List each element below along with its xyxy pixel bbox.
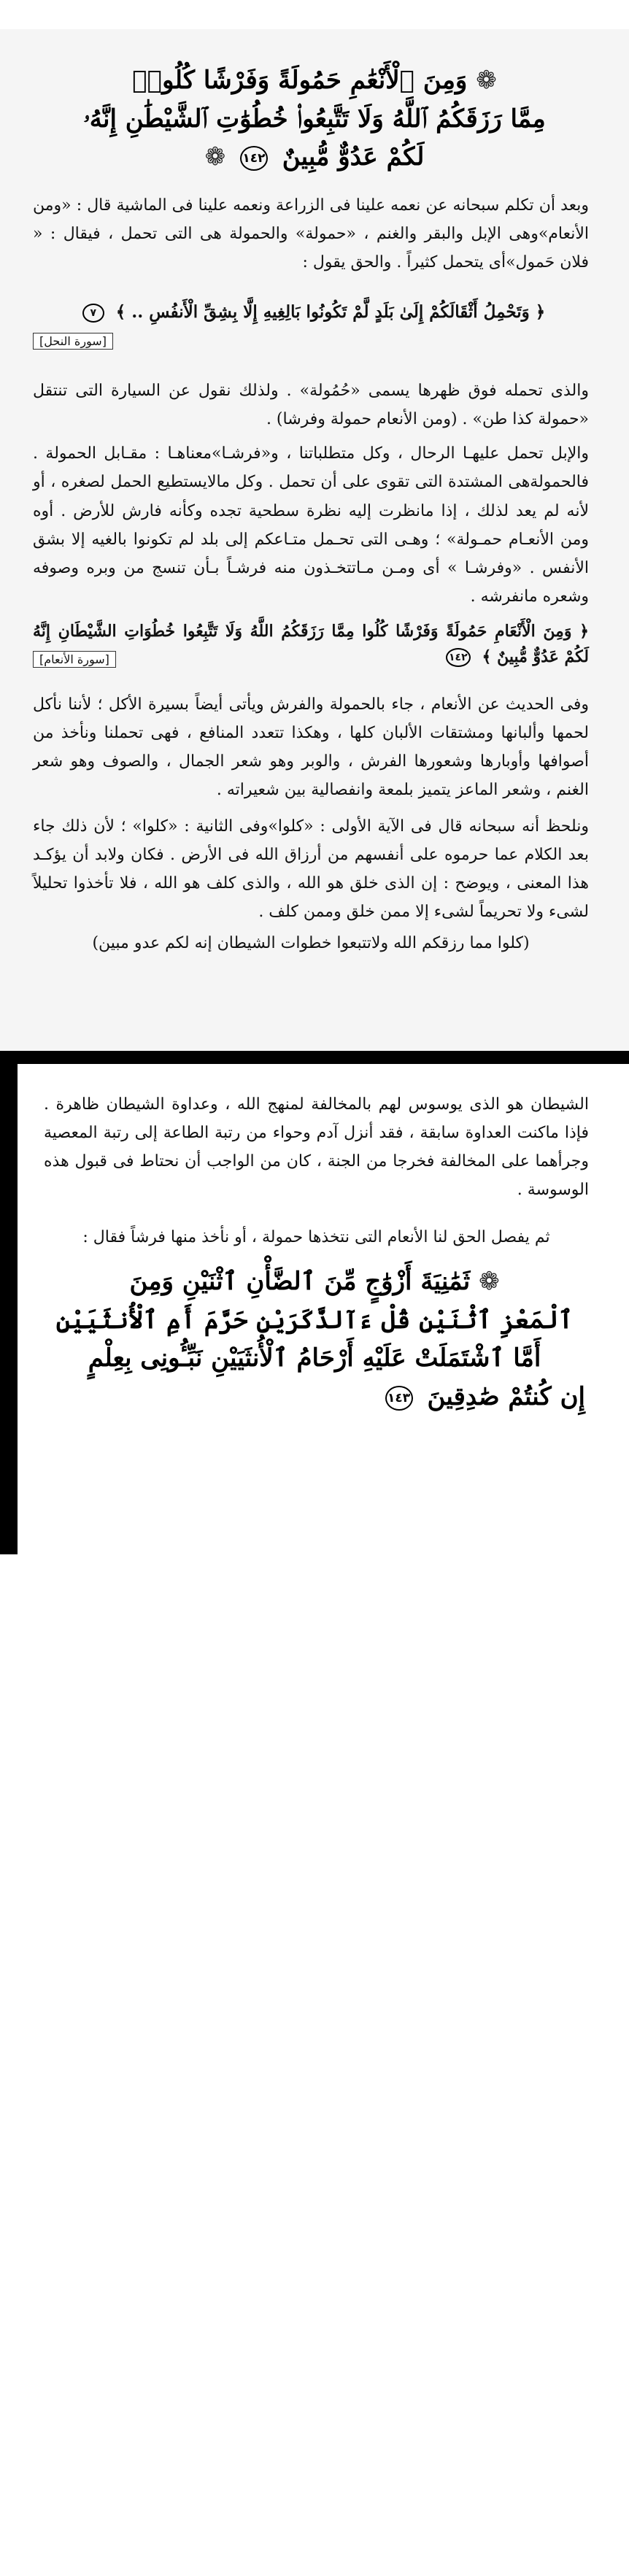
surah-ref-anam: [سورة الأنعام] [33,651,116,668]
page-1 [0,29,629,1051]
paragraph-kulu: ونلحظ أنه سبحانه قال فى الآية الأولى : «كلوا»وفى الثانية : «كلوا» ؛ لأن ذلك جاء بعد الكلام عما حرموه على أنفسهم من أرزاق الله فى الأرض . فكان ولابد أن يؤكـد هذا المعنى ، ويوضح : إن الذى خلق هو الله ، والذى كلف هو الله ، فلا تأخذوا تحليلاً لشىء ولا تحريماً لشىء إلا ممن خلق وممن كلف . [33,817,589,922]
page-2 [0,1051,629,1554]
ayah-number-142: ١٤٢ [240,146,268,171]
verse-ornament-icon: ❁ [476,66,497,95]
scan-top-border [0,1051,629,1064]
paragraph-haml: والذى تحمله فوق ظهرها يسمى «حُمُولة» . ولذلك نقول عن السيارة التى تنتقل «حمولة كذا طن» . (ومن الأنعام حمولة وفرشا) . [33,382,589,429]
paragraph-kulu-quote: (كلوا مما رزقكم الله ولاتتبعوا خطوات الشيطان إنه لكم عدو مبين) [92,934,530,953]
ayah-number-142-inline: ١٤٢ [446,648,471,667]
verse-143-line-4: إِن كُنتُمْ صَٰدِقِينَ [427,1382,585,1412]
verse-143-line-3: أَمَّا ٱشْتَمَلَتْ عَلَيْهِ أَرْحَامُ ٱلْأُنثَيَيْنِ نَبِّـُٔونِى بِعِلْمٍ [88,1343,541,1373]
paragraph-intro: وبعد أن تكلم سبحانه عن نعمه علينا فى الزراعة ونعمه علينا فى الماشية قال : «ومن الأنعام»وهى الإبل والبقر والغنم ، «حمولة» والحمولة هى التى تحمل ، فيقال : « فلان حَمول»أى يتحمل كثيراً . والحق يقول : [33,196,589,272]
quote-nahl [33,302,589,353]
scan-left-border [0,1051,18,1554]
verse-143-ornament-icon: ❁ [479,1267,500,1296]
quote-anam-text: ﴿ وَمِنَ الْأَنْعَامِ حَمُولَةً وَفَرْشًا كُلُوا مِمَّا رَزَقَكُمُ اللَّهُ وَلَا تَتَّبِعُوا خُطُوَاتِ الشَّيْطَانِ إِنَّهُ لَكُمْ عَدُوٌّ مُّبِينٌ ﴾ [33,622,589,667]
paragraphs-end [33,690,589,957]
surah-ref-nahl: [سورة النحل] [33,333,113,350]
verse-142-heading [36,61,593,177]
quote-nahl-text: ﴿ وَتَحْمِلُ أَثْقَالَكُمْ إِلَىٰ بَلَدٍ لَّمْ تَكُونُوا بَالِغِيهِ إِلَّا بِشِقِّ الْأَنفُسِ .. ﴾ [115,302,546,322]
paragraph-anam-discussion: وفى الحديث عن الأنعام ، جاء بالحمولة والفرش ويأتى أيضاً بسيرة الأكل ؛ لأننا نأكل لحمها وألبانها ومشتقات الألبان كلها ، وهكذا تتعدد المنافع ، فهى تحملنا ونأخذ من أصوافها وأوبارها وشعورها الفرش ، والوبر وهو شعر الجمال ، والصوف وهو شعر الغنم ، وشعر الماعز يتميز بلمعة وانفصالية بين شعيراته . [33,695,589,800]
verse-142-line-2: مِمَّا رَزَقَكُمُ ٱللَّهُ وَلَا تَتَّبِعُوا۟ خُطُوَٰتِ ٱلشَّيْطَٰنِ إِنَّهُۥ [83,104,546,134]
verse-143-heading [44,1262,585,1416]
quote-anam [33,619,589,670]
verse-142-line-1: وَمِنَ ٱلْأَنْعَٰمِ حَمُولَةً وَفَرْشًا كُلُوا۟ [132,66,468,95]
paragraphs-mid [33,377,589,611]
ayah-number-7: ٧ [82,304,104,323]
paragraph-ibil: والإبل تحمل عليهـا الرحال ، وكل متطلباتنا ، و«فرشـا»معناهـا : مقـابل الحمولة . فالحمولةهى المشتدة التى تقوى على أن تحمل . وكل مالايستطيع الحمل لصغره ، أو لأنه لم يعد لذلك ، إذا مانظرت إليه نظرة سطحية تجده وكأنه فارش للأرض . أوه ومن الأنعـام حمـولة» ؛ وهـى التى تحـمل متـاعكم إلى بلد لم تكونوا بالغيه إلا بشق الأنفس . «وفرشـا » أى ومـن مـاتتخـذون منه فرشـاً بـأن تنسج من وبره وصوفه وشعره مانفرشه . [33,444,589,606]
paragraph-shaytan: الشيطان هو الذى يوسوس لهم بالمخالفة لمنهج الله ، وعداوة الشيطان ظاهرة . فإذا ماكنت العداوة سابقة ، فقد أنزل آدم وحواء من رتبة الطاعة إلى رتبة المعصية وجرأهما على المخالفة فخرجا من الجنة ، كان من الواجب أن نحتاط فى قبول هذه الوسوسة . [44,1095,589,1200]
verse-end-ornament-icon: ❁ [204,142,226,172]
verse-143-line-2: ٱلْمَعْزِ ٱثْنَيْنِ قُلْ ءَآلذَّكَرَيْنِ حَرَّمَ أَمِ ٱلْأُنثَيَيْنِ [55,1305,574,1335]
paragraph-tafsil: ثم يفصل الحق لنا الأنعام التى نتخذها حمولة ، أو نأخذ منها فرشاً فقال : [82,1228,550,1246]
ayah-number-143: ١٤٣ [385,1386,413,1411]
verse-143-line-1: ثَمَٰنِيَةَ أَزْوَٰجٍ مِّنَ ٱلضَّأْنِ ٱثْنَيْنِ وَمِنَ [129,1267,471,1296]
verse-142-line-3: لَكُمْ عَدُوٌّ مُّبِينٌ [282,142,425,172]
